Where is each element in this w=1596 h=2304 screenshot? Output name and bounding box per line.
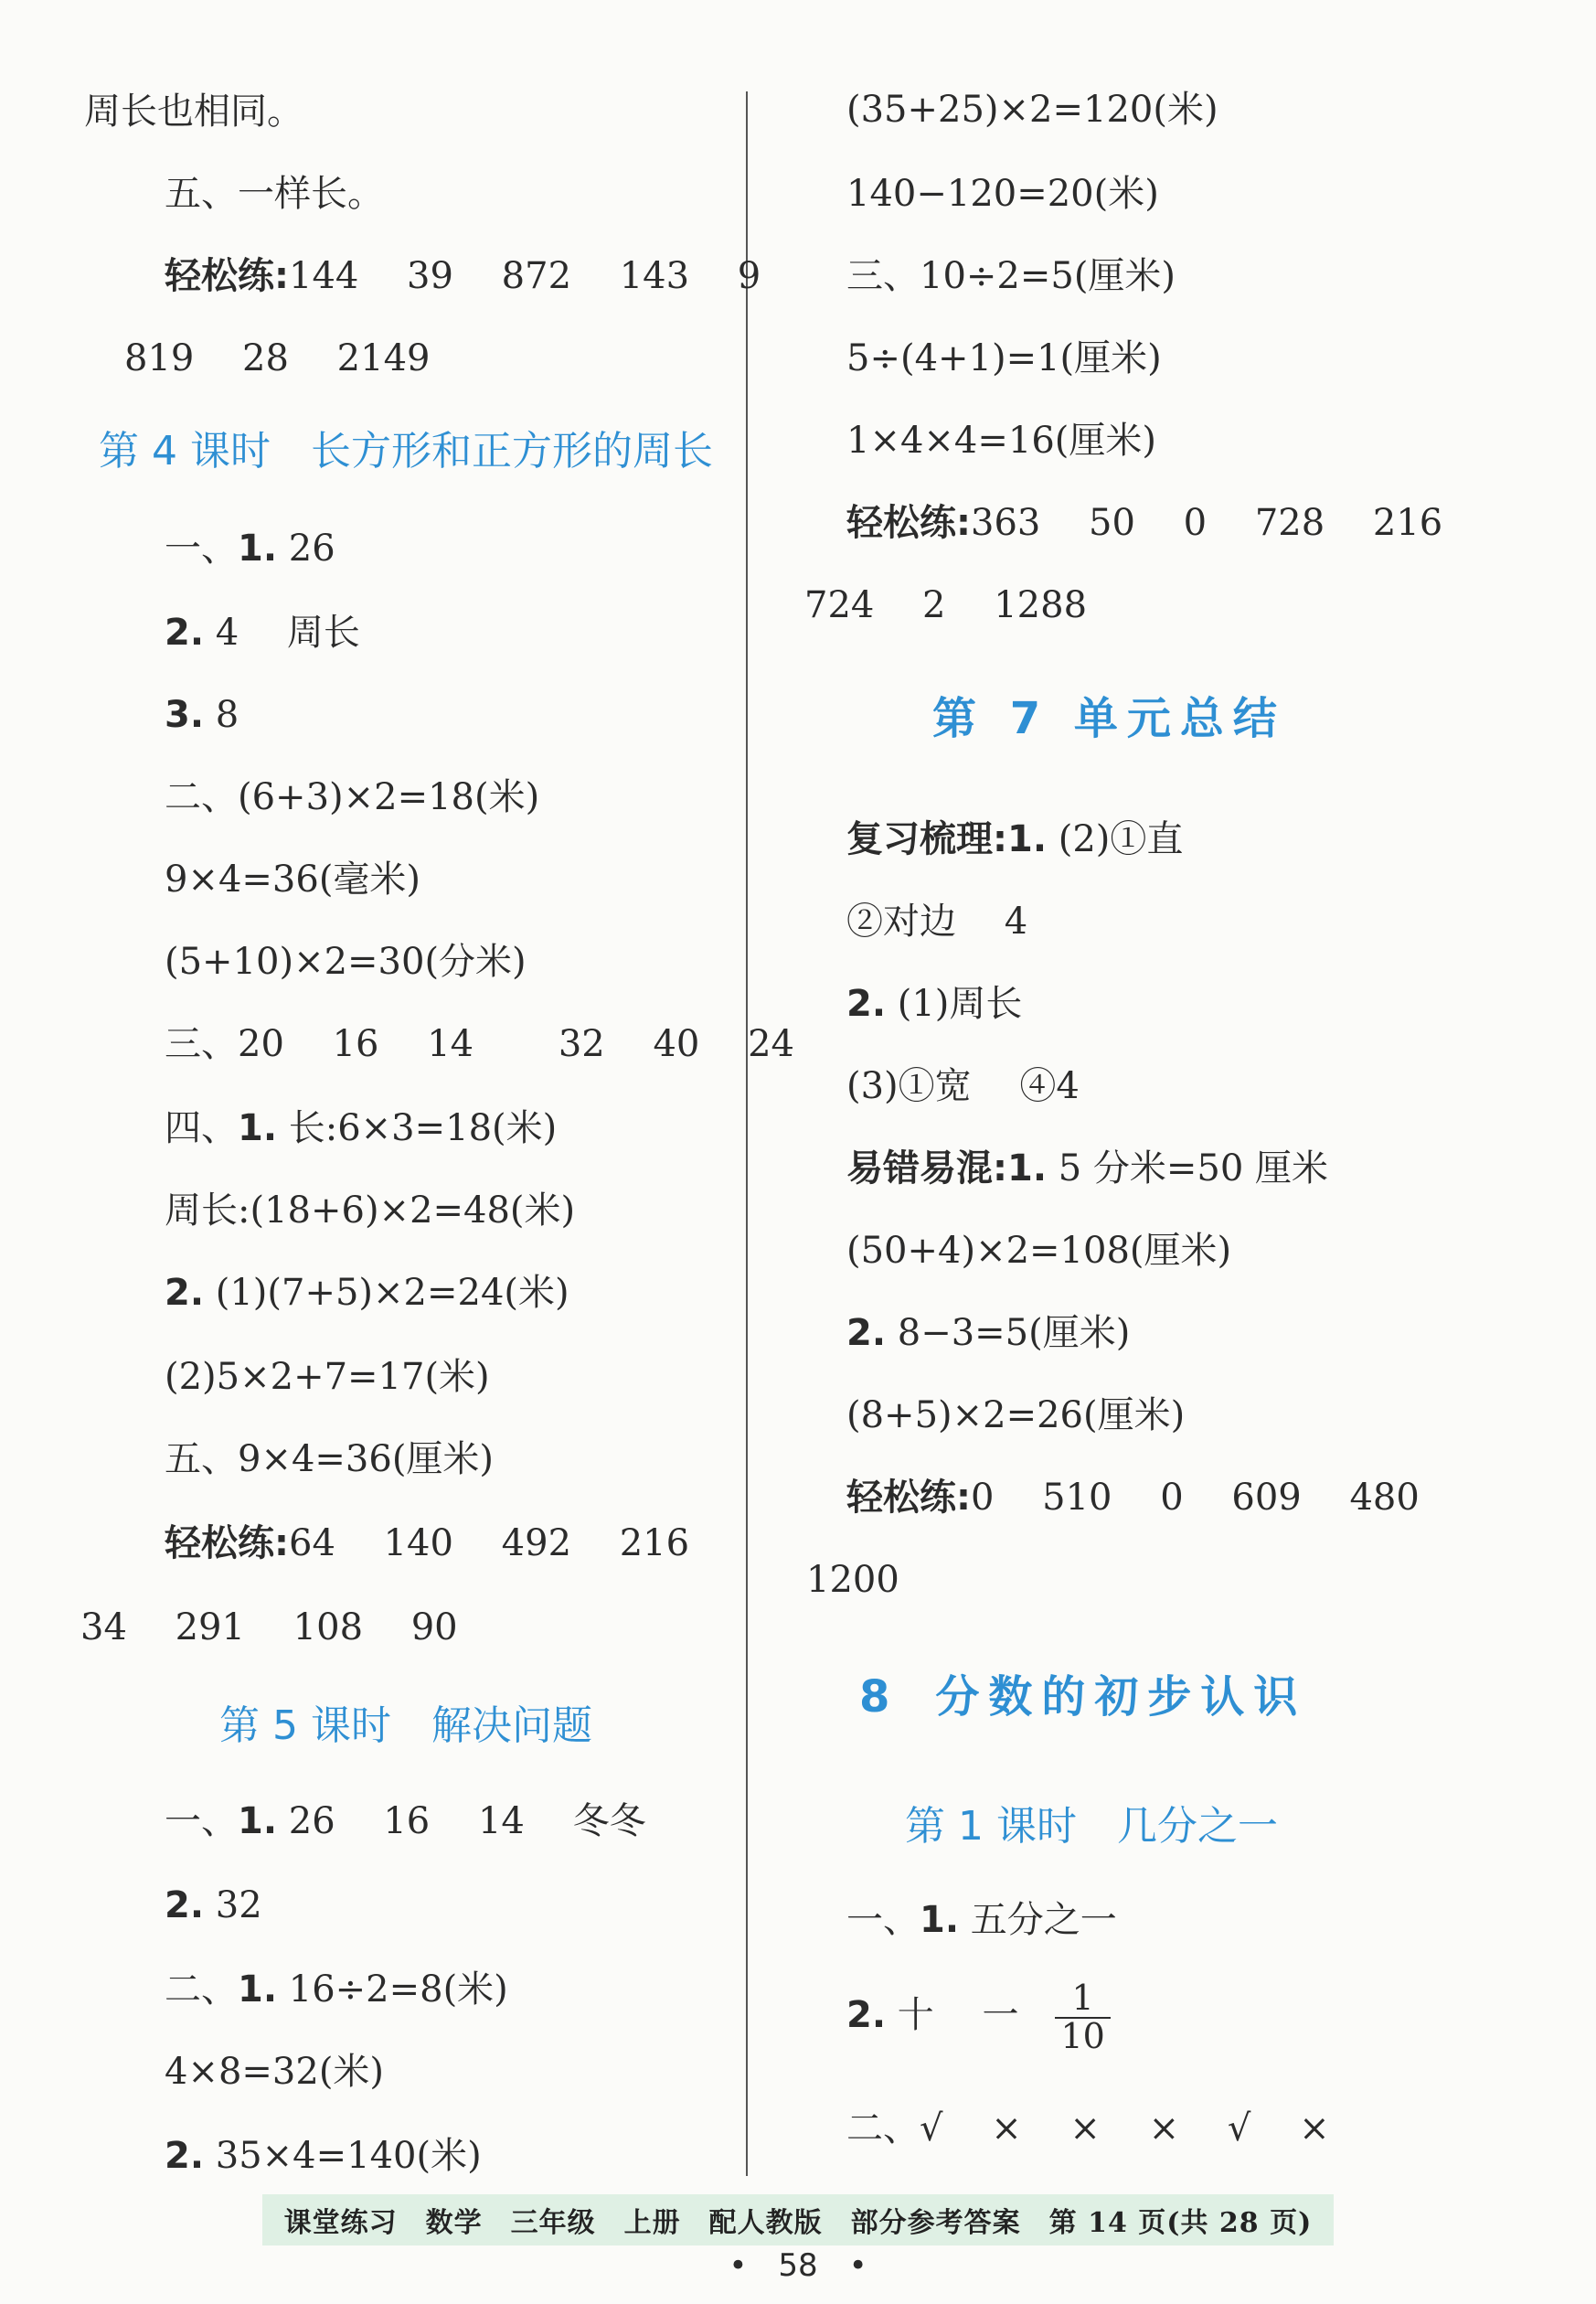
item-number: 1. xyxy=(238,528,278,570)
item-text: 十 一 xyxy=(886,1993,1019,2036)
answer-line: (2)5×2+7=17(米) xyxy=(165,1356,490,1398)
answer-line: (3)①宽 ④4 xyxy=(846,1065,1080,1107)
practice-values: 144 39 872 143 9 xyxy=(289,255,761,297)
item-number: 1. xyxy=(920,1899,960,1941)
answer-line: 5÷(4+1)=1(厘米) xyxy=(846,337,1162,379)
answer-line: 9×4=36(毫米) xyxy=(165,859,421,901)
answer-line: (5+10)×2=30(分米) xyxy=(165,941,527,983)
item-number: 2. xyxy=(846,1993,887,2036)
answer-line: 二、(6+3)×2=18(米) xyxy=(165,776,540,818)
answer-line xyxy=(165,1107,558,1149)
item-number: 1. xyxy=(238,1107,278,1149)
practice-values: 0 510 0 609 480 xyxy=(971,1477,1420,1519)
answer-line xyxy=(846,1899,1117,1941)
item-text: 32 xyxy=(204,1884,262,1926)
answer-line: (8+5)×2=26(厘米) xyxy=(846,1394,1186,1436)
answer-line: 三、20 16 14 32 40 24 xyxy=(165,1023,794,1065)
item-number: 1. xyxy=(238,1800,278,1842)
answer-line: (50+4)×2=108(厘米) xyxy=(846,1230,1232,1272)
practice-line xyxy=(846,1477,1420,1519)
answer-line: 4×8=32(米) xyxy=(165,2051,385,2093)
practice-label: 轻松练: xyxy=(165,255,289,297)
item-number: 2. xyxy=(846,1312,887,1354)
practice-label: 轻松练: xyxy=(165,1522,289,1564)
answer-line xyxy=(846,818,1184,860)
practice-values: 64 140 492 216 xyxy=(289,1522,690,1564)
fraction-denominator: 10 xyxy=(1060,2015,1105,2056)
answer-line xyxy=(165,1968,508,2011)
item-text: (1)(7+5)×2=24(米) xyxy=(204,1272,569,1314)
answer-line: 1×4×4=16(厘米) xyxy=(846,420,1157,462)
lesson-heading: 第 5 课时 解决问题 xyxy=(219,1702,592,1749)
fraction xyxy=(1055,1980,1110,2055)
chapter-number: 8 xyxy=(859,1671,899,1723)
answer-line: 五、9×4=36(厘米) xyxy=(165,1438,495,1480)
answer-line: (35+25)×2=120(米) xyxy=(846,89,1218,131)
item-text: 五分之一 xyxy=(959,1899,1117,1941)
section-label: 复习梳理: xyxy=(846,818,1007,860)
answer-line: 周长:(18+6)×2=48(米) xyxy=(165,1189,576,1232)
item-text: 5 分米=50 厘米 xyxy=(1047,1147,1329,1189)
item-number: 2. xyxy=(165,1884,205,1926)
lesson-heading: 第 4 课时 长方形和正方形的周长 xyxy=(99,428,713,475)
item-number: 2. xyxy=(165,2135,205,2177)
answer-line xyxy=(165,1800,646,1842)
practice-line xyxy=(846,502,1443,544)
chapter-heading xyxy=(859,1671,1307,1723)
item-number: 2. xyxy=(846,983,887,1025)
answer-line xyxy=(165,694,239,736)
answer-line xyxy=(165,1884,262,1926)
answer-line: ②对边 4 xyxy=(846,901,1028,943)
chapter-title: 分数的初步认识 xyxy=(935,1671,1307,1723)
answer-line xyxy=(846,1312,1131,1354)
section-label: 易错易混: xyxy=(846,1147,1007,1189)
answer-line: 34 291 108 90 xyxy=(80,1606,458,1648)
answer-line xyxy=(165,528,335,570)
practice-label: 轻松练: xyxy=(846,502,971,544)
item-text: 8−3=5(厘米) xyxy=(886,1312,1131,1354)
item-number: 1. xyxy=(1007,818,1048,860)
practice-values: 363 50 0 728 216 xyxy=(971,502,1443,544)
item-number: 2. xyxy=(165,1272,205,1314)
answer-line: 周长也相同。 xyxy=(84,91,303,133)
item-number: 1. xyxy=(238,1968,278,2011)
footer-bar: 课堂练习 数学 三年级 上册 配人教版 部分参考答案 第 14 页(共 28 页) xyxy=(262,2194,1335,2245)
answer-line xyxy=(165,2135,482,2177)
item-text: 4 周长 xyxy=(204,612,360,654)
item-text: 16÷2=8(米) xyxy=(277,1968,508,2011)
item-text: (2)①直 xyxy=(1047,818,1184,860)
answer-line xyxy=(846,983,1023,1025)
column-divider xyxy=(746,91,748,2176)
answer-line: 三、10÷2=5(厘米) xyxy=(846,255,1176,297)
item-number: 2. xyxy=(165,612,205,654)
answer-line: 二、√ × × × √ × xyxy=(846,2107,1330,2149)
answer-line: 140−120=20(米) xyxy=(846,173,1159,215)
answer-line xyxy=(846,1980,1111,2055)
item-prefix: 一、 xyxy=(846,1899,920,1941)
footer xyxy=(0,2194,1596,2245)
item-prefix: 一、 xyxy=(165,528,238,570)
item-prefix: 四、 xyxy=(165,1107,238,1149)
item-text: (1)周长 xyxy=(886,983,1023,1025)
practice-line xyxy=(165,1522,690,1564)
unit-summary-heading: 第 7 单元总结 xyxy=(932,693,1286,744)
fraction-numerator: 1 xyxy=(1055,1980,1110,2019)
practice-line xyxy=(165,255,761,297)
item-text: 8 xyxy=(204,694,239,736)
answer-line: 1200 xyxy=(806,1559,899,1601)
lesson-heading: 第 1 课时 几分之一 xyxy=(905,1803,1278,1850)
answer-line xyxy=(846,1147,1329,1189)
item-text: 26 16 14 冬冬 xyxy=(277,1800,646,1842)
item-number: 1. xyxy=(1007,1147,1048,1189)
page-number: • 58 • xyxy=(729,2247,867,2284)
item-text: 26 xyxy=(277,528,335,570)
practice-label: 轻松练: xyxy=(846,1477,971,1519)
item-number: 3. xyxy=(165,694,205,736)
answer-line xyxy=(165,1272,569,1314)
answer-line xyxy=(165,612,360,654)
answer-line: 724 2 1288 xyxy=(804,584,1088,626)
item-text: 长:6×3=18(米) xyxy=(277,1107,558,1149)
answer-line: 五、一样长。 xyxy=(165,173,384,215)
item-prefix: 二、 xyxy=(165,1968,238,2011)
answer-line: 819 28 2149 xyxy=(124,337,431,379)
item-text: 35×4=140(米) xyxy=(204,2135,482,2177)
item-prefix: 一、 xyxy=(165,1800,238,1842)
